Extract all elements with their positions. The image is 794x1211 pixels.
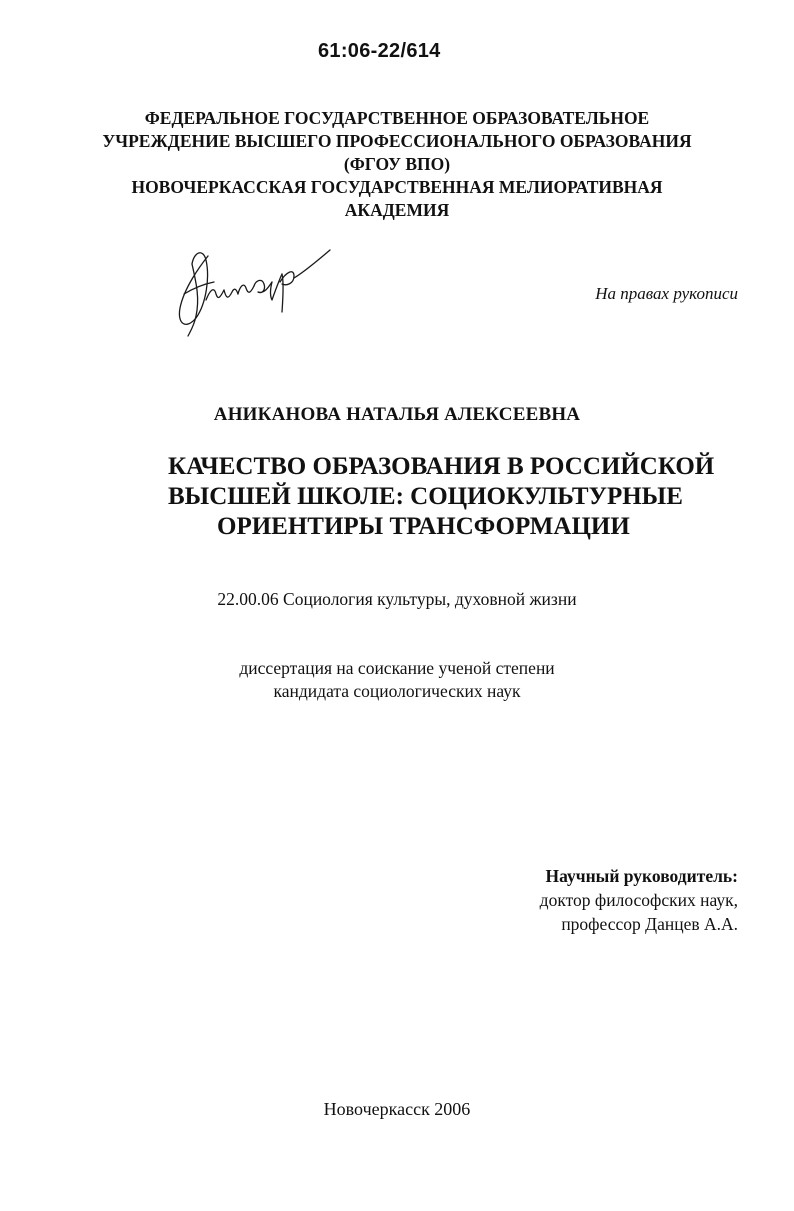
supervisor-rank: доктор философских наук, — [539, 890, 738, 910]
institution-line-2: УЧРЕЖДЕНИЕ ВЫСШЕГО ПРОФЕССИОНАЛЬНОГО ОБРАЗОВАНИЯ — [102, 131, 692, 151]
registry-code: 61:06-22/614 — [318, 40, 441, 62]
institution-line-5: АКАДЕМИЯ — [344, 200, 450, 220]
author-name: АНИКАНОВА НАТАЛЬЯ АЛЕКСЕЕВНА — [213, 404, 581, 425]
supervisor-name: профессор Данцев А.А. — [561, 914, 738, 934]
title-line-2: ВЫСШЕЙ ШКОЛЕ: СОЦИОКУЛЬТУРНЫЕ — [168, 483, 683, 510]
institution-line-4: НОВОЧЕРКАССКАЯ ГОСУДАРСТВЕННАЯ МЕЛИОРАТИВНАЯ — [131, 177, 663, 197]
specialty-code: 22.00.06 Социология культуры, духовной жизни — [217, 589, 577, 609]
institution-line-1: ФЕДЕРАЛЬНОЕ ГОСУДАРСТВЕННОЕ ОБРАЗОВАТЕЛЬНОЕ — [144, 108, 650, 128]
city-year: Новочеркасск 2006 — [323, 1099, 471, 1119]
degree-line-2: кандидата социологических наук — [273, 681, 521, 701]
manuscript-rights-note: На правах рукописи — [595, 284, 738, 303]
title-line-3: ОРИЕНТИРЫ ТРАНСФОРМАЦИИ — [217, 513, 630, 540]
handwritten-signature — [170, 238, 340, 338]
degree-line-1: диссертация на соискание ученой степени — [239, 658, 555, 678]
supervisor-heading: Научный руководитель: — [545, 866, 738, 886]
institution-line-3: (ФГОУ ВПО) — [343, 154, 451, 174]
title-line-1: КАЧЕСТВО ОБРАЗОВАНИЯ В РОССИЙСКОЙ — [168, 453, 715, 480]
